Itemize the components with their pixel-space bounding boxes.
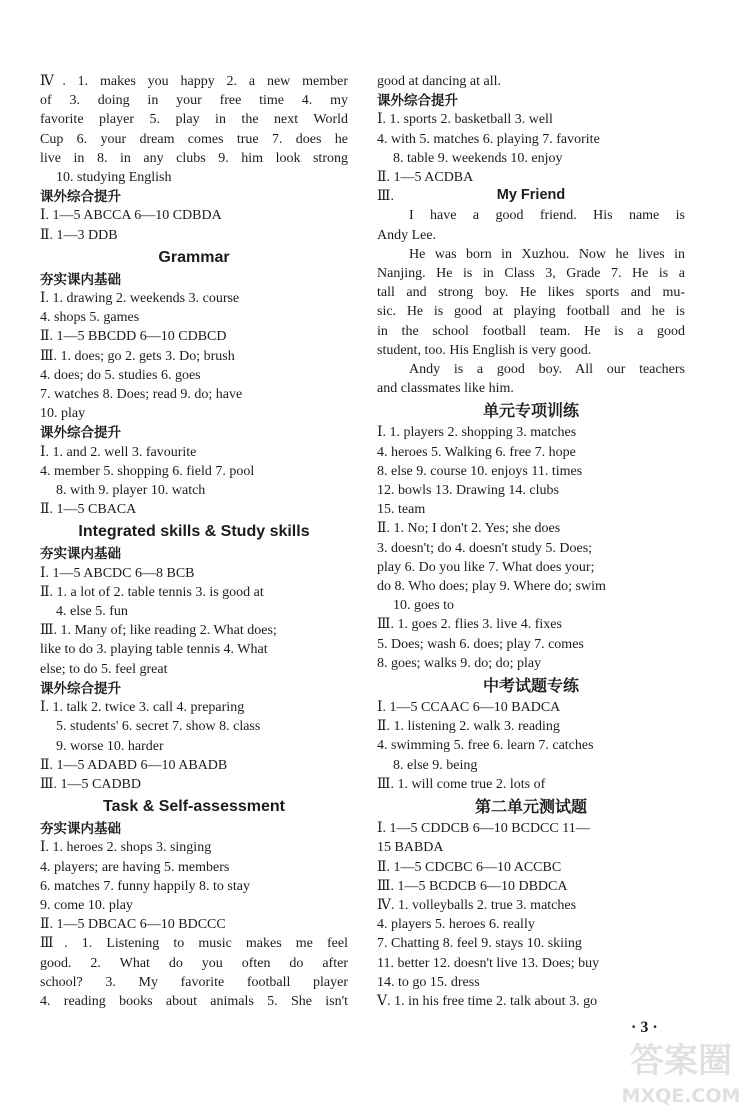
answer-line: 4. does; do 5. studies 6. goes — [40, 367, 201, 383]
answer-line: Ⅰ. 1. talk 2. twice 3. call 4. preparing — [40, 700, 245, 716]
essay-line: in the school football team. He is a good — [377, 323, 685, 339]
answer-line: 8. goes; walks 9. do; do; play — [377, 655, 542, 671]
answer-line: 14. to go 15. dress — [377, 974, 480, 990]
answer-line: Ⅲ. 1. Many of; like reading 2. What does; — [40, 623, 277, 639]
section-title-exam-practice: 中考试题专练 — [482, 676, 579, 696]
answer-line: Ⅲ. 1. does; go 2. gets 3. Do; brush — [40, 348, 235, 364]
answer-line: Ⅰ. 1. heroes 2. shops 3. singing — [40, 840, 212, 856]
answer-line: Ⅱ. 1—3 DDB — [40, 227, 118, 243]
answer-line: 5. Does; wash 6. does; play 7. comes — [377, 636, 584, 652]
essay-line: I have a good friend. His name is — [409, 208, 685, 224]
essay-line: Andy is a good boy. All our teachers — [409, 362, 685, 378]
answer-line: 15 BABDA — [377, 840, 444, 856]
answer-line: 4. swimming 5. free 6. learn 7. catches — [377, 738, 594, 754]
answer-line: 6. matches 7. funny happily 8. to stay — [40, 878, 250, 894]
answer-line: 9. come 10. play — [40, 897, 133, 913]
answer-line: 4. shops 5. games — [40, 310, 140, 326]
answer-line: Ⅱ. 1—5 DBCAC 6—10 BDCCC — [40, 917, 226, 933]
answer-line: Ⅲ. 1—5 CADBD — [40, 776, 142, 792]
section-title-integrated-skills: Integrated skills & Study skills — [78, 523, 310, 541]
essay-line: student, too. His English is very good. — [377, 342, 592, 358]
answer-line: 4. reading books about animals 5. She isn't — [40, 993, 348, 1009]
answer-line: Ⅰ. 1. sports 2. basketball 3. well — [377, 112, 553, 128]
answer-line: 9. worse 10. harder — [56, 738, 164, 754]
essay-line: and classmates like him. — [377, 381, 514, 397]
essay-title: My Friend — [496, 187, 566, 204]
answer-line: Ⅲ. 1. goes 2. flies 3. live 4. fixes — [377, 617, 562, 633]
section-title-grammar: Grammar — [158, 248, 230, 266]
answer-line: Ⅱ. 1—5 ACDBA — [377, 170, 474, 186]
answer-line: Ⅰ. 1—5 CCAAC 6—10 BADCA — [377, 700, 561, 716]
essay-line: sic. He is good at playing football and he is — [377, 304, 685, 320]
section-heading: 课外综合提升 — [40, 680, 121, 696]
essay-line: Andy Lee. — [377, 227, 437, 243]
answer-line: good. 2. What do you often do after — [40, 955, 348, 971]
watermark-url: MXQE.COM — [621, 1085, 741, 1107]
answer-line: Ⅰ. 1—5 ABCCA 6—10 CDBDA — [40, 208, 222, 224]
answer-line: Ⅳ. 1. volleyballs 2. true 3. matches — [377, 897, 577, 913]
answer-line: 4. else 5. fun — [56, 604, 128, 620]
answer-line: Cup 6. your dream comes true 7. does he — [40, 131, 348, 147]
answer-line: Ⅴ. 1. in his free time 2. talk about 3. go — [377, 993, 598, 1009]
answer-line: favorite player 5. play in the next World — [40, 112, 348, 128]
section-heading: 课外综合提升 — [40, 425, 121, 441]
answer-line: Ⅰ. 1. and 2. well 3. favourite — [40, 444, 197, 460]
essay-title-row — [377, 187, 685, 206]
answer-line: 7. Chatting 8. feel 9. stays 10. skiing — [377, 936, 582, 952]
answer-line: Ⅱ. 1. No; I don't 2. Yes; she does — [377, 521, 561, 537]
answer-line: 8. else 9. course 10. enjoys 11. times — [377, 463, 583, 479]
section-heading: 夯实课内基础 — [40, 546, 121, 562]
answer-line: 8. table 9. weekends 10. enjoy — [393, 150, 563, 166]
page-number: · 3 · — [631, 1019, 658, 1036]
answer-line: 8. else 9. being — [393, 757, 478, 773]
essay-line: Nanjing. He is in Class 3, Grade 7. He is a — [377, 266, 685, 282]
watermark-logo — [612, 1030, 750, 1109]
answer-line: Ⅱ. 1. listening 2. walk 3. reading — [377, 719, 560, 735]
watermark-text: 答案圈 — [630, 1041, 732, 1081]
answer-line: 4. players 5. heroes 6. really — [377, 917, 535, 933]
essay-line: He was born in Xuzhou. Now he lives in — [409, 246, 685, 262]
answer-line: 10. studying English — [56, 170, 172, 186]
section-heading: 夯实课内基础 — [40, 821, 121, 837]
answer-line: 11. better 12. doesn't live 13. Does; buy — [377, 955, 600, 971]
section-title-task: Task & Self-assessment — [102, 798, 285, 816]
answer-line: 10. goes to — [393, 598, 455, 614]
answer-line: 8. with 9. player 10. watch — [56, 483, 206, 499]
section-heading: 课外综合提升 — [40, 189, 121, 205]
answer-line: Ⅰ. 1. players 2. shopping 3. matches — [377, 425, 577, 441]
answer-line: like to do 3. playing table tennis 4. What — [40, 642, 268, 658]
answer-line: Ⅰ. 1—5 CDDCB 6—10 BCDCC 11— — [377, 821, 590, 837]
answer-line: play 6. Do you like 7. What does your; — [377, 559, 595, 575]
answer-line: 4. member 5. shopping 6. field 7. pool — [40, 463, 255, 479]
answer-line: Ⅱ. 1—5 CBACA — [40, 502, 137, 518]
answer-line: 3. doesn't; do 4. doesn't study 5. Does; — [377, 540, 593, 556]
section-title-unit-training: 单元专项训练 — [482, 401, 579, 421]
section-title-unit-test: 第二单元测试题 — [474, 797, 587, 817]
answer-line: Ⅲ. — [377, 189, 395, 205]
right-column — [377, 72, 685, 1011]
answer-line: Ⅱ. 1—5 ADABD 6—10 ABADB — [40, 757, 228, 773]
answer-line: Ⅰ. 1. drawing 2. weekends 3. course — [40, 291, 240, 307]
answer-line: Ⅲ. 1—5 BCDCB 6—10 DBDCA — [377, 878, 568, 894]
answer-line: 4. with 5. matches 6. playing 7. favorite — [377, 131, 600, 147]
answer-line: live in 8. in any clubs 9. him look strong — [40, 150, 348, 166]
answer-line: 7. watches 8. Does; read 9. do; have — [40, 387, 243, 403]
answer-line: Ⅱ. 1—5 BBCDD 6—10 CDBCD — [40, 329, 227, 345]
answer-line: of 3. doing in your free time 4. my — [40, 93, 348, 109]
answer-line: Ⅳ. 1. makes you happy 2. a new member — [40, 74, 348, 89]
answer-line: Ⅱ. 1—5 CDCBC 6—10 ACCBC — [377, 859, 562, 875]
answer-line: school? 3. My favorite football player — [40, 974, 348, 990]
answer-line: do 8. Who does; play 9. Where do; swim — [377, 579, 606, 595]
answer-line: Ⅲ. 1. Listening to music makes me feel — [40, 936, 348, 952]
answer-line: 15. team — [377, 502, 426, 518]
left-column — [40, 72, 348, 1011]
answer-line: 5. students' 6. secret 7. show 8. class — [56, 719, 261, 735]
essay-line: tall and strong boy. He likes sports and mu- — [377, 285, 685, 301]
answer-line: Ⅲ. 1. will come true 2. lots of — [377, 776, 546, 792]
answer-line: 10. play — [40, 406, 86, 422]
answer-line: 4. heroes 5. Walking 6. free 7. hope — [377, 444, 576, 460]
section-heading: 夯实课内基础 — [40, 271, 121, 287]
section-heading: 课外综合提升 — [377, 93, 458, 109]
answer-line: else; to do 5. feel great — [40, 661, 168, 677]
answer-line: good at dancing at all. — [377, 74, 502, 89]
answer-line: Ⅱ. 1. a lot of 2. table tennis 3. is good at — [40, 584, 264, 600]
answer-line: Ⅰ. 1—5 ABCDC 6—8 BCB — [40, 565, 195, 581]
answer-line: 4. players; are having 5. members — [40, 859, 230, 875]
answer-line: 12. bowls 13. Drawing 14. clubs — [377, 483, 559, 499]
